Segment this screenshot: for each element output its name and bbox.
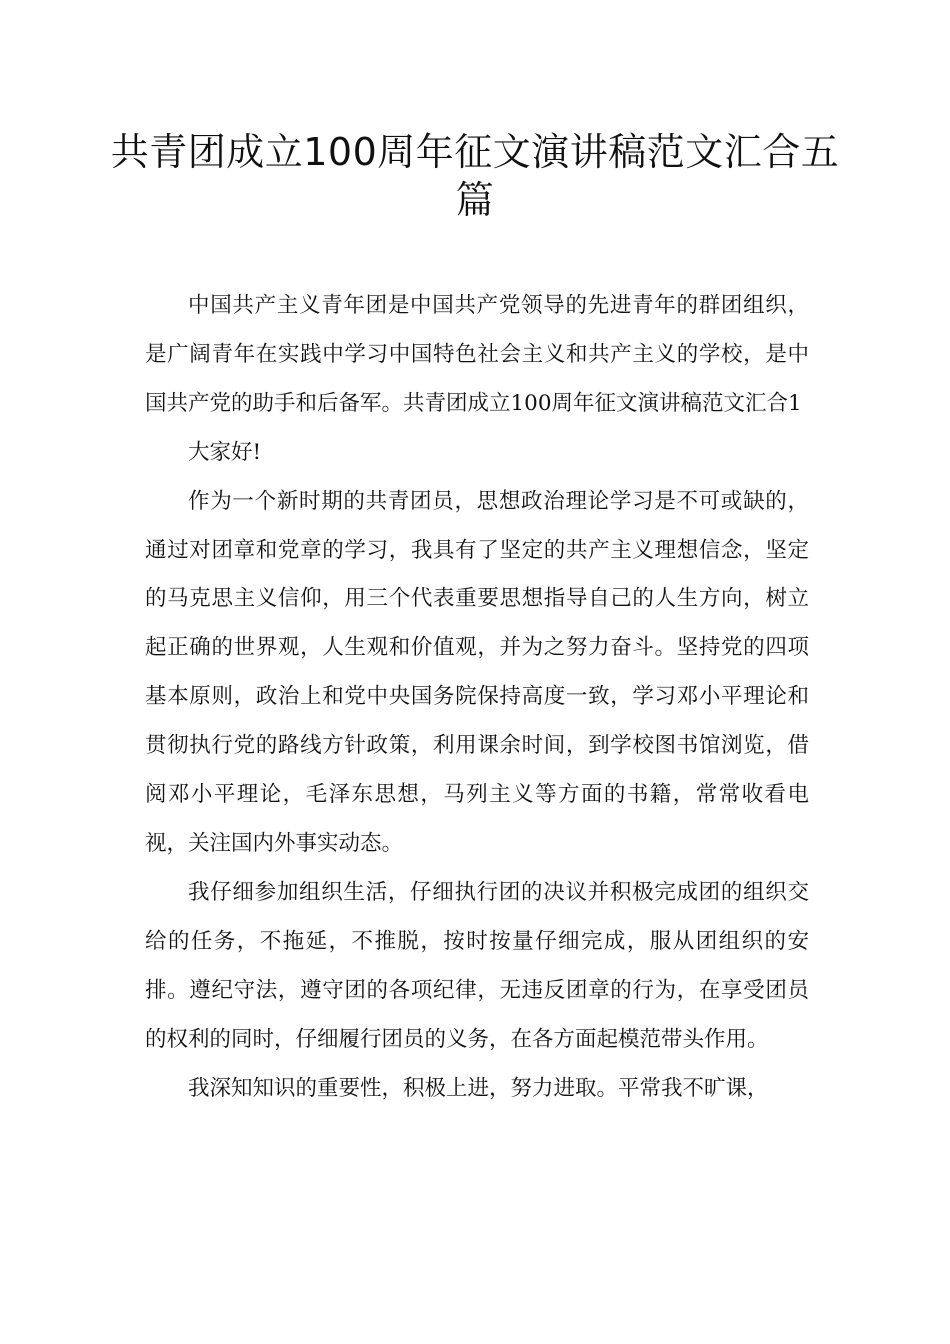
paragraph-knowledge: 我深知知识的重要性，积极上进，努力进取。平常我不旷课， [188,1075,769,1101]
paragraph-organization: 我仔细参加组织生活，仔细执行团的决议并积极完成团的组织交给的任务，不拖延，不推脱，按时按量仔细完成，服从团组织的安排。遵纪守法，遵守团的各项纪律，无违反团章的行为，在享受团员的权利的同时，仔细履行团员的义务，在各方面起模范带头作用。 [145,879,809,1052]
document-title: 共青团成立100周年征文演讲稿范文汇合五篇 [110,130,840,222]
paragraph-greeting: 大家好! [188,439,262,465]
paragraph-study: 作为一个新时期的共青团员，思想政治理论学习是不可或缺的，通过对团章和党章的学习，我具有了坚定的共产主义理想信念，坚定的马克思主义信仰，用三个代表重要思想指导自己的人生方向，树立起正确的世界观，人生观和价值观，并为之努力奋斗。坚持党的四项基本原则，政治上和党中央国务院保持高度一致，学习邓小平理论和贯彻执行党的路线方针政策，利用课余时间，到学校图书馆浏览，借阅邓小平理论，毛泽东思想，马列主义等方面的书籍，常常收看电视，关注国内外事实动态。 [145,488,809,856]
paragraph-intro: 中国共产主义青年团是中国共产党领导的先进青年的群团组织，是广阔青年在实践中学习中国特色社会主义和共产主义的学校，是中国共产党的助手和后备军。共青团成立100周年征文演讲稿范文汇合1 [145,293,809,416]
document-body [145,282,809,1113]
